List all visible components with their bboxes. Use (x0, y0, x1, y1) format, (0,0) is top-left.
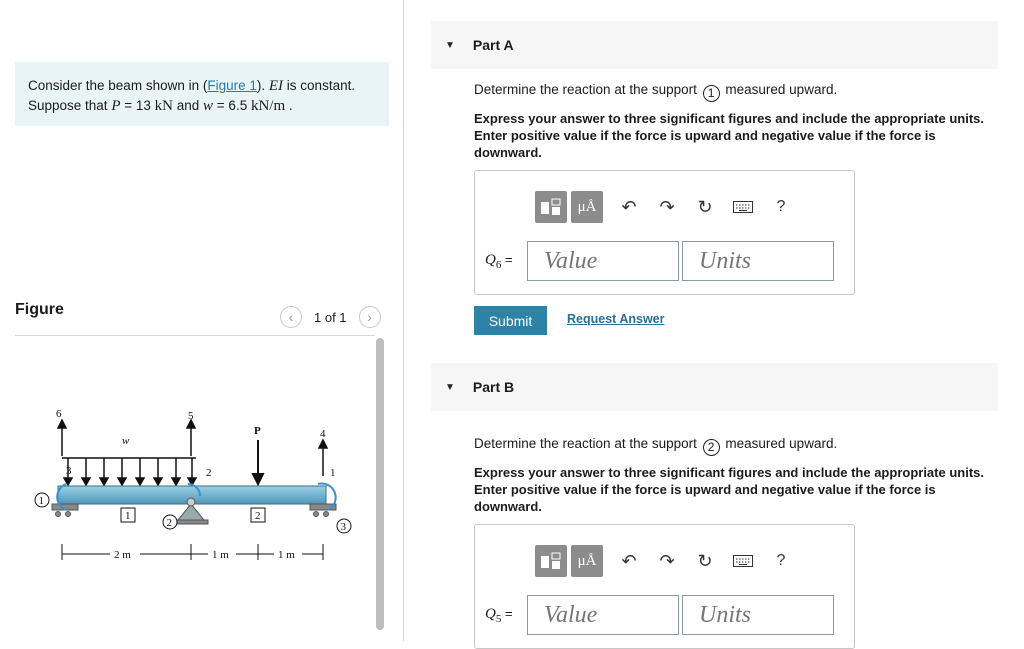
part-a-question: Determine the reaction at the support 1 measured upward. (474, 82, 838, 100)
part-a-value-input[interactable] (527, 241, 679, 281)
part-b-question: Determine the reaction at the support 2 measured upward. (474, 436, 838, 454)
label-5: 5 (188, 410, 194, 422)
template-button[interactable] (535, 191, 567, 223)
part-a-instructions: Express your answer to three significant figures and include the appropriate units. Enter positive value if the force is upward and negative value if the force is downward. (474, 111, 984, 160)
distributed-load (62, 458, 196, 485)
part-a-toolbar (535, 191, 797, 223)
pager-count: 1 of 1 (314, 309, 347, 325)
collapse-triangle-icon: ▼ (445, 39, 455, 51)
part-b-toolbar (535, 545, 797, 577)
prev-figure-button[interactable] (280, 306, 302, 328)
label-6: 6 (56, 408, 62, 420)
units-symbol-button[interactable]: μÅ (571, 545, 603, 577)
keyboard-icon[interactable] (727, 545, 759, 577)
label-4: 4 (320, 428, 326, 440)
part-b-answer-box (474, 524, 855, 649)
request-answer-link[interactable]: Request Answer (567, 312, 665, 326)
problem-statement: Consider the beam shown in (Figure 1). EI is constant. Suppose that P = 13 kN and w = 6.5 kN/m . (15, 62, 389, 126)
dim-2m: 2 m (114, 549, 131, 561)
part-b-instructions: Express your answer to three significant figures and include the appropriate units. Enter positive value if the force is upward and negative value if the force is downward. (474, 465, 984, 514)
part-b-header[interactable]: ▼ Part B (431, 363, 998, 411)
part-b-answer-label: $Q_5$ = (485, 605, 513, 625)
figure-divider (15, 335, 375, 336)
keyboard-icon[interactable] (727, 191, 759, 223)
reset-icon[interactable]: ↻ (697, 550, 713, 571)
label-3: 3 (66, 465, 72, 477)
dimension-lines (62, 544, 323, 561)
next-figure-button[interactable] (359, 306, 381, 328)
figure-scrollbar[interactable] (376, 338, 384, 630)
help-icon[interactable]: ? (776, 552, 786, 569)
figure-link[interactable]: Figure 1 (207, 78, 257, 93)
reset-icon[interactable]: ↻ (697, 196, 713, 217)
template-icon (540, 198, 562, 216)
part-b-answer-row (485, 595, 837, 635)
part-a-header[interactable]: ▼ Part A (431, 21, 998, 69)
redo-icon[interactable]: ↷ (659, 550, 675, 571)
part-a-answer-box (474, 170, 855, 295)
help-icon[interactable]: ? (776, 198, 786, 215)
element-1: 1 (125, 510, 131, 522)
figure-title: Figure (15, 301, 64, 318)
right-panel (404, 0, 1024, 641)
undo-icon[interactable]: ↶ (621, 196, 637, 217)
node-3: 3 (340, 521, 346, 533)
chevron-right-icon: › (367, 309, 372, 325)
part-b-value-input[interactable] (527, 595, 679, 635)
units-symbol-button[interactable]: μÅ (571, 191, 603, 223)
point-load-p (253, 440, 263, 484)
label-p: P (254, 425, 261, 437)
part-a-units-input[interactable] (682, 241, 834, 281)
dim-1m-b: 1 m (278, 549, 295, 561)
label-1: 1 (330, 467, 336, 479)
beam-figure (28, 402, 358, 572)
element-2: 2 (255, 510, 261, 522)
figure-pager (280, 306, 381, 328)
node-1: 1 (38, 495, 44, 507)
redo-icon[interactable]: ↷ (659, 196, 675, 217)
dim-1m-a: 1 m (212, 549, 229, 561)
part-a-answer-row (485, 241, 837, 281)
part-b-units-input[interactable] (682, 595, 834, 635)
label-w: w (122, 435, 130, 447)
template-button[interactable] (535, 545, 567, 577)
chevron-left-icon: ‹ (288, 309, 294, 325)
template-icon (540, 552, 562, 570)
part-a-answer-label: $Q_6$ = (485, 251, 513, 271)
submit-button[interactable]: Submit (474, 306, 547, 335)
left-panel (0, 0, 403, 641)
label-2: 2 (206, 467, 212, 479)
node-2: 2 (166, 517, 172, 529)
collapse-triangle-icon: ▼ (445, 381, 455, 393)
undo-icon[interactable]: ↶ (621, 550, 637, 571)
